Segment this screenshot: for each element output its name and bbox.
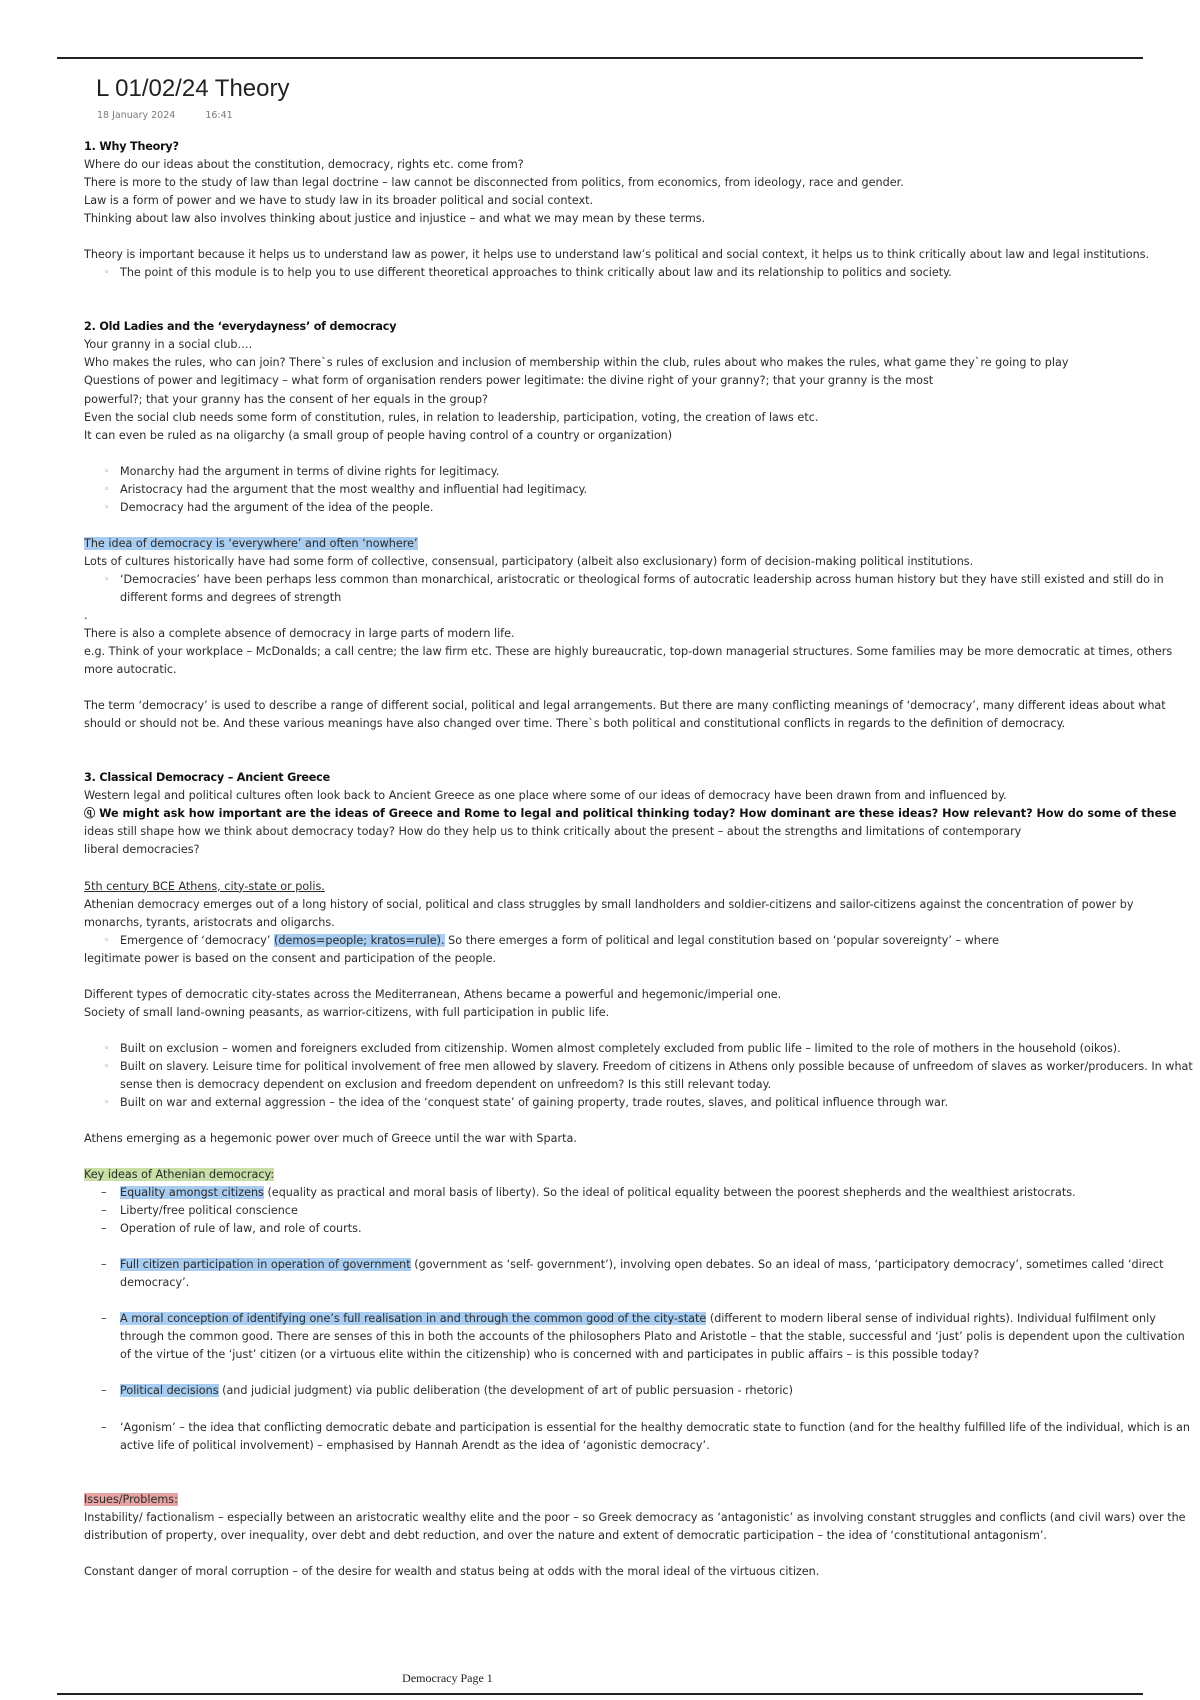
bullet-item: ◦ Aristocracy had the argument that the most wealthy and influential had legitimacy.: [84, 481, 1194, 499]
highlighted-subheading: The idea of democracy is ‘everywhere’ and often ‘nowhere’: [84, 536, 418, 550]
paragraph-line: Questions of power and legitimacy – what form of organisation renders power legitimate: the divine right of your granny?; that your granny is the most: [84, 374, 934, 388]
bottom-rule: [57, 1693, 1143, 1695]
bullet-item: ◦ Emergence of ‘democracy’ (demos=people; kratos=rule). So there emerges a form of political and legal constitution based on ‘popular sovereignty’ – where: [84, 932, 1194, 950]
underlined-subheading: 5th century BCE Athens, city-state or polis.: [84, 879, 325, 893]
paragraph: Theory is important because it helps us to understand law as power, it helps use to understand law’s political and social context, it helps us to think critically about law and legal institutions.: [84, 248, 1150, 262]
section-heading: 3. Classical Democracy – Ancient Greece: [84, 771, 330, 785]
note-content: [84, 70, 1194, 1581]
paragraph-line: powerful?; that your granny has the consent of her equals in the group?: [84, 392, 488, 406]
paragraph-line: Where do our ideas about the constitution, democracy, rights etc. come from?: [84, 158, 524, 172]
dash-item: – Equality amongst citizens (equality as practical and moral basis of liberty). So the ideal of political equality between the poorest shepherds and the wealthiest aristocrats.: [84, 1184, 1194, 1202]
page-footer: Democracy Page 1: [402, 1671, 493, 1685]
bullet-item: ◦ The point of this module is to help you to use different theoretical approaches to think critically about law and its relationship to politics and society.: [84, 264, 1194, 282]
paragraph: e.g. Think of your workplace – McDonalds; a call centre; the law firm etc. These are highly bureaucratic, top-down managerial structures. Some families may be more democratic at times, others more autocratic.: [84, 645, 1173, 677]
dash-item: – ‘Agonism’ – the idea that conflicting democratic debate and participation is essential for the healthy democratic state to function (and for the healthy fulfilled life of the individual, which is an active life of political involvement) – emphasised by Hannah Arendt as the idea of ‘agonistic democracy’.: [84, 1419, 1194, 1455]
dash-item: – Political decisions (and judicial judgment) via public deliberation (the development of art of public persuasion - rhetoric): [84, 1382, 1194, 1400]
paragraph-line: Your granny in a social club….: [84, 338, 253, 352]
section-heading: 2. Old Ladies and the ‘everydayness’ of democracy: [84, 320, 397, 334]
paragraph-line: Thinking about law also involves thinking about justice and injustice – and what we may mean by these terms.: [84, 212, 706, 226]
paragraph-line: Different types of democratic city-states across the Mediterranean, Athens became a powerful and hegemonic/imperial one.: [84, 987, 782, 1001]
page-time: 16:41: [205, 110, 233, 121]
dash-item: – Liberty/free political conscience: [84, 1202, 1194, 1220]
highlighted-subheading: Issues/Problems:: [84, 1492, 178, 1506]
page-title: L 01/02/24 Theory: [96, 75, 290, 102]
section-heading: 1. Why Theory?: [84, 140, 179, 153]
highlight: (demos=people; kratos=rule).: [274, 933, 445, 947]
bullet-item: ◦ ‘Democracies’ have been perhaps less common than monarchical, aristocratic or theological forms of autocratic leadership across human history but they have still existed and still do in different forms and degrees of strength: [84, 571, 1194, 607]
paragraph-line: liberal democracies?: [84, 843, 200, 857]
paragraph-line: Western legal and political cultures often look back to Ancient Greece as one place where some of our ideas of democracy have been drawn from and influenced by.: [84, 789, 1007, 803]
highlighted-subheading: Key ideas of Athenian democracy:: [84, 1168, 275, 1182]
paragraph-line: Constant danger of moral corruption – of the desire for wealth and status being at odds with the moral ideal of the virtuous citizen.: [84, 1564, 820, 1578]
paragraph-line: legitimate power is based on the consent and participation of the people.: [84, 951, 497, 965]
paragraph-line: Athens emerging as a hegemonic power over much of Greece until the war with Sparta.: [84, 1132, 577, 1146]
paragraph-line: Even the social club needs some form of constitution, rules, in relation to leadership, participation, voting, the creation of laws etc.: [84, 410, 819, 424]
paragraph-line: Lots of cultures historically have had some form of collective, consensual, participatory (albeit also exclusionary) form of decision-making political institutions.: [84, 554, 974, 568]
dash-item: – Full citizen participation in operation of government (government as ‘self- government’), involving open debates. So an ideal of mass, ‘participatory democracy’, sometimes called ‘direct democracy’.: [84, 1256, 1194, 1292]
bullet-item: ◦ Built on war and external aggression – the idea of the ‘conquest state’ of gaining property, trade routes, slaves, and political influence through war.: [84, 1094, 1194, 1112]
question-line: ⓠ We might ask how important are the ideas of Greece and Rome to legal and political thinking today? How dominant are these ideas? How relevant? How do some of these: [84, 807, 1177, 821]
paragraph: Instability/ factionalism – especially between an aristocratic wealthy elite and the poor – so Greek democracy as ‘antagonistic’ as involving constant struggles and conflicts (and civil wars) over the distribution of property, over inequality, over debt and debt reduction, and over the nature and extent of democratic participation – the idea of ‘constitutional antagonism’.: [84, 1510, 1186, 1542]
top-rule: [57, 57, 1143, 59]
dash-item: – Operation of rule of law, and role of courts.: [84, 1220, 1194, 1238]
paragraph-line: Society of small land-owning peasants, as warrior-citizens, with full participation in public life.: [84, 1005, 610, 1019]
page-meta: [97, 108, 1194, 124]
paragraph-line: ideas still shape how we think about democracy today? How do they help us to think critically about the present – about the strengths and limitations of contemporary: [84, 825, 1022, 839]
paragraph-line: .: [84, 608, 88, 622]
bullet-item: ◦ Democracy had the argument of the idea of the people.: [84, 499, 1194, 517]
dash-item: – A moral conception of identifying one’s full realisation in and through the common good of the city-state (different to modern liberal sense of individual rights). Individual fulfilment only through the common good. There are senses of this in both the accounts of the philosophers Plato and Aristotle – that the stable, successful and ‘just’ polis is dependent upon the cultivation of the virtue of the ‘just’ citizen (or a virtuous elite within the citizenship) who is concerned with and participates in public affairs – is this possible today?: [84, 1310, 1194, 1364]
paragraph-line: There is also a complete absence of democracy in large parts of modern life.: [84, 627, 515, 641]
bullet-item: ◦ Built on slavery. Leisure time for political involvement of free men allowed by slavery. Freedom of citizens in Athens only possible because of unfreedom of slaves as worker/producers. In what sense then is democracy dependent on exclusion and freedom dependent on unfreedom? Is this still relevant today.: [84, 1058, 1194, 1094]
page-date: 18 January 2024: [97, 110, 176, 121]
paragraph: Athenian democracy emerges out of a long history of social, political and class struggles by small landholders and soldier-citizens and sailor-citizens against the concentration of power by monarchs, tyrants, aristocrats and oligarchs.: [84, 897, 1134, 929]
bullet-item: ◦ Built on exclusion – women and foreigners excluded from citizenship. Women almost completely excluded from public life – limited to the role of mothers in the household (oikos).: [84, 1040, 1194, 1058]
paragraph-line: It can even be ruled as na oligarchy (a small group of people having control of a country or organization): [84, 428, 673, 442]
paragraph: The term ‘democracy’ is used to describe a range of different social, political and legal arrangements. But there are many conflicting meanings of ‘democracy’, many different ideas about what should or should not be. And these various meanings have also changed over time. There`s both political and constitutional conflicts in regards to the definition of democracy.: [84, 699, 1166, 731]
paragraph-line: There is more to the study of law than legal doctrine – law cannot be disconnected from politics, from economics, from ideology, race and gender.: [84, 176, 904, 190]
bullet-item: ◦ Monarchy had the argument in terms of divine rights for legitimacy.: [84, 463, 1194, 481]
paragraph-line: Law is a form of power and we have to study law in its broader political and social context.: [84, 194, 594, 208]
paragraph-line: Who makes the rules, who can join? There`s rules of exclusion and inclusion of membership within the club, rules about who makes the rules, what game they`re going to play: [84, 356, 1069, 370]
